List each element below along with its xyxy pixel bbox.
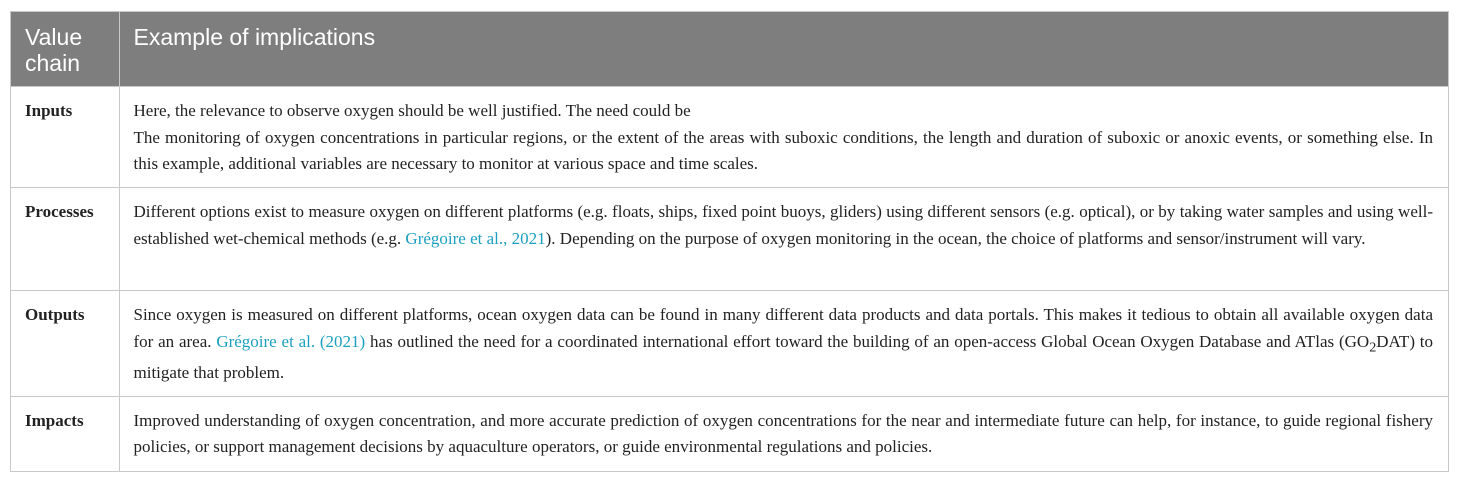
outputs-text-a: Since oxygen is measured on different platforms, ocean oxygen data can be found in many different data products and data portals. This makes it tedious to obtain all available oxygen data for an area. bbox=[133, 305, 1433, 351]
inputs-line-1: Here, the relevance to observe oxygen should be well justified. The need could be bbox=[133, 101, 691, 120]
implications-table bbox=[11, 12, 1448, 471]
row-label-impacts: Impacts bbox=[11, 396, 119, 471]
outputs-subscript: 2 bbox=[1369, 338, 1377, 355]
table-row-processes bbox=[11, 188, 1448, 291]
table-body bbox=[11, 87, 1448, 472]
row-label-inputs: Inputs bbox=[11, 87, 119, 188]
table-row-outputs bbox=[11, 291, 1448, 397]
table-header bbox=[11, 12, 1448, 87]
citation-link-gregoire-2021-b[interactable]: Grégoire et al. (2021) bbox=[216, 331, 366, 351]
header-value-chain: Value chain bbox=[11, 12, 119, 87]
value-chain-table bbox=[10, 11, 1449, 472]
header-example-of-implications: Example of implications bbox=[119, 12, 1448, 87]
citation-link-gregoire-2021[interactable]: Grégoire et al., 2021 bbox=[405, 228, 546, 248]
row-text-outputs bbox=[119, 291, 1448, 397]
row-text-impacts: Improved understanding of oxygen concentration, and more accurate prediction of oxygen concentrations for the near and intermediate future can help, for instance, to guide regional fishery policies, or support management decisions by aquaculture operators, or guide environmental regulations and policies. bbox=[119, 396, 1448, 471]
inputs-line-2: The monitoring of oxygen concentrations in particular regions, or the extent of the areas with suboxic conditions, the length and duration of suboxic or anoxic events, or something else. In this example, additional variables are necessary to monitor at various space and time scales. bbox=[133, 127, 1433, 173]
outputs-text-c: DAT) to mitigate that problem. bbox=[133, 331, 1433, 383]
table-row-impacts bbox=[11, 396, 1448, 471]
row-text-inputs bbox=[119, 87, 1448, 188]
row-label-outputs: Outputs bbox=[11, 291, 119, 397]
processes-text-a: Different options exist to measure oxygen on different platforms (e.g. floats, ships, fixed point buoys, gliders) using different sensors (e.g. optical), or by taking water samples and using well-established wet-chemical methods (e.g. bbox=[133, 202, 1433, 248]
table-row-inputs bbox=[11, 87, 1448, 188]
row-label-processes: Processes bbox=[11, 188, 119, 291]
outputs-text-b: has outlined the need for a coordinated international effort toward the building of an open-access Global Ocean Oxygen Database and ATlas (GO bbox=[365, 331, 1370, 351]
header-row bbox=[11, 12, 1448, 87]
processes-text-b: ). Depending on the purpose of oxygen monitoring in the ocean, the choice of platforms and sensor/instrument will vary. bbox=[545, 228, 1366, 248]
row-text-processes bbox=[119, 188, 1448, 291]
